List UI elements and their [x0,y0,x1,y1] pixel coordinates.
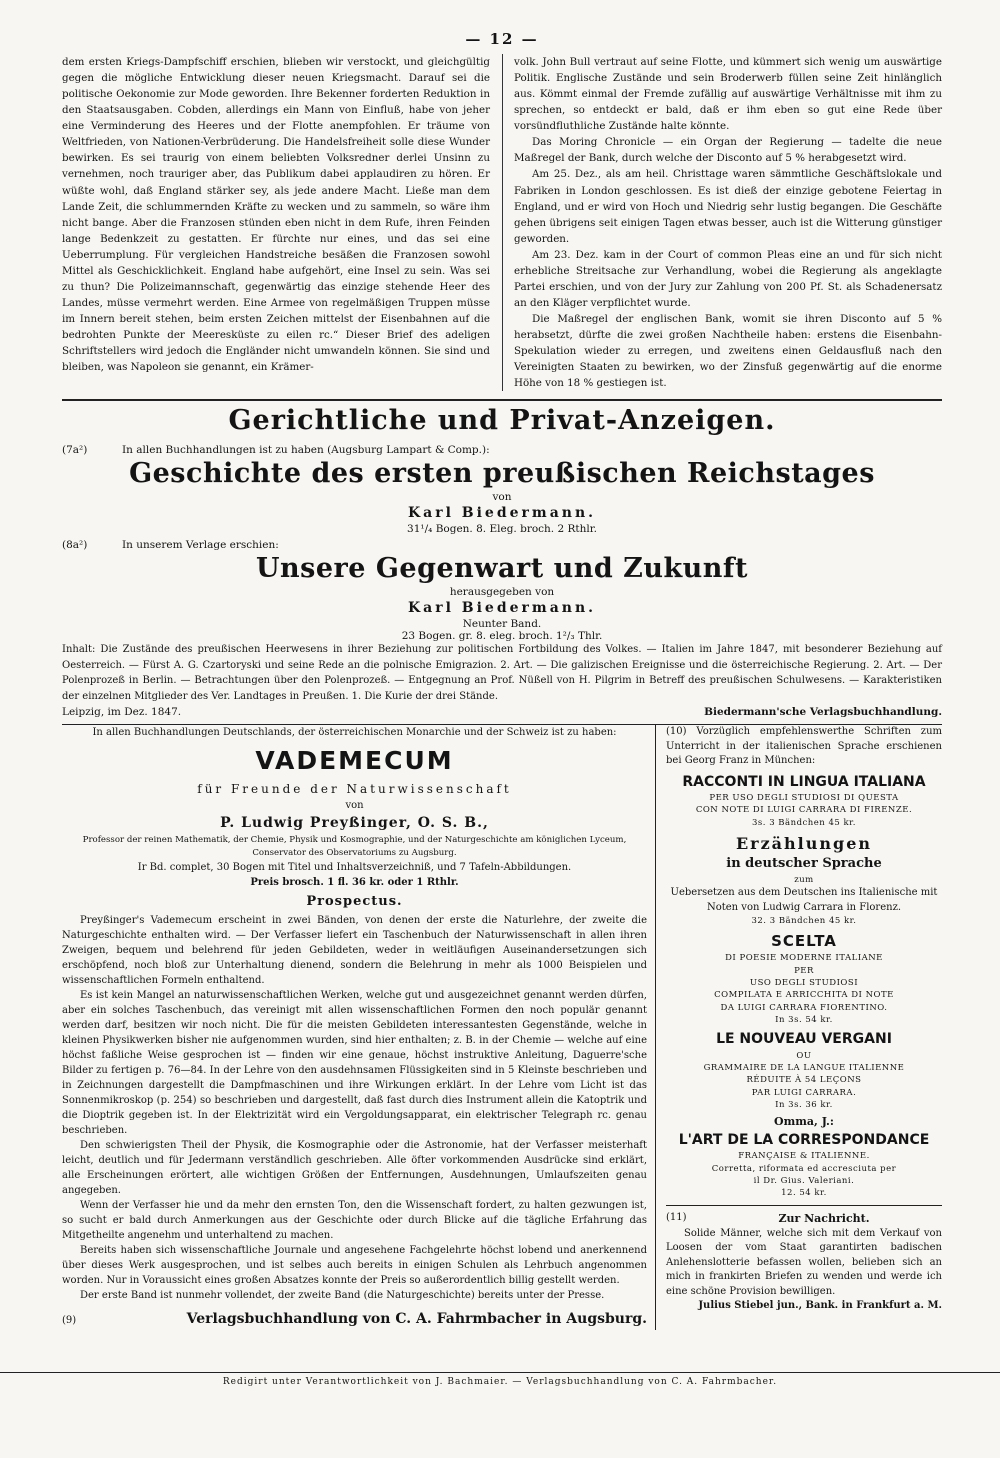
newspaper-page [62,30,942,1430]
ad-author-description: Professor der reinen Mathematik, der Chemie, Physik und Kosmographie, und der Naturgeschichte am königlichen Lyceum, Conservator des Observatoriums zu Augsburg. [82,834,627,858]
ad-publisher: Biedermann'sche Verlagsbuchhandlung. [704,706,942,719]
ad-intro-line [62,539,942,551]
ad-number: (8a²) [62,539,88,552]
ad-intro: In allen Buchhandlungen Deutschlands, der österreichischen Monarchie und der Schweiz ist zu haben: [92,727,617,739]
ad-volume-line: Ir Bd. complet, 30 Bogen mit Titel und Inhaltsverzeichniß, und 7 Tafeln-Abbildungen. [137,861,572,873]
ad-heading: Zur Nachricht. [778,1211,870,1225]
ad-heading-line [666,1211,942,1227]
ad-editor-line: herausgegeben von [449,586,555,599]
book-subtitle: OU [796,1050,812,1061]
right-column [514,54,942,391]
ad-von: von [345,799,364,811]
page-number: — 12 — [465,30,539,48]
book-scelta [666,931,942,1027]
book-title: RACCONTI IN LINGUA ITALIANA [682,773,926,790]
right-column-paragraph: Am 23. Dez. kam in der Court of common Pleas eine an und für sich nicht erhebliche Streitsache zur Verhandlung, wobei die Regierung als angeklagte Partei erschien, und von der Jury zur Zahlung von 200 Pf. St. als Schadenersatz an den Kläger verpflichtet wurde. [514,248,942,309]
ad-author: Karl Biedermann. [407,600,597,617]
ad-intro: (10) Vorzüglich empfehlenswerthe Schriften zum Unterricht in der italienischen Sprache erschienen bei Georg Franz in München: [666,726,942,767]
ad-subtitle: für Freunde der Naturwissenschaft [197,781,512,796]
advertisement-vademecum [62,725,656,1330]
book-price: In 3s. 36 kr. [775,1099,833,1110]
page-footer: Redigirt unter Verantwortlichkeit von J. Bachmaier. — Verlagsbuchhandlung von C. A. Fahrmbacher. [0,1372,1000,1387]
book-subtitle: il Dr. Gius. Valeriani. [753,1176,855,1187]
book-subtitle: FRANÇAISE & ITALIENNE. [738,1151,870,1162]
right-column-paragraph: Die Maßregel der englischen Bank, womit sie ihren Disconto auf 5 % herabsetzt, dürfte die zwei großen Nachtheile haben: erstens die Eisenbahn-Spekulation wieder zu erregen, und zweitens einen Geldausfluß nach den Vereinigten Staaten zu bewirken, wo der Zinsfuß gegenwärtig auf die enorme Höhe von 18 % gestiegen ist. [514,313,942,390]
ad-von: von [492,491,512,504]
prospectus-paragraph: Wenn der Verfasser hie und da mehr den ernsten Ton, den die Wissenschaft fordert, zu halten gezwungen ist, so sucht er bald durch Anmerkungen aus der Geschichte oder durch Blicke auf die tägliche Erfahrung das Mitgetheilte angenehm und unterhaltend zu machen. [62,1200,647,1242]
section-rule [62,399,942,401]
ad-footer-line [62,706,942,718]
left-column-paragraph: dem ersten Kriegs-Dampfschiff erschien, blieben wir verstockt, und gleichgültig gegen die mögliche Entwicklung dieser neuen Kriegsmacht. Darauf sei die politische Oekonomie zur Mode geworden. Ihre Bekenner forderten Reduktion in den Staatsausgaben. Cobden, allerdings ein Mann von Einfluß, habe von jeher eine Verminderung des Heeres und der Flotte anempfohlen. Er träume von Weltfrieden, von Nationen-Verbrüderung. Die Handelsfreiheit solle diese Wunder bewirken. Es sei traurig von einem beliebten Volksredner derlei Unsinn zu vernehmen, noch trauriger aber, das Publikum dabei applaudiren zu hören. Er wüßte wohl, daß England stärker sey, als jede andere Macht. Ließe man dem Lande Zeit, die schlummernden Kräfte zu wecken und zu sammeln, so wäre ihm nicht bange. Aber die Franzosen stünden eben nicht in dem Rufe, ihren Feinden lange Bedenkzeit zu gestatten. Er fürchte nur eines, und das sei eine Ueberrumplung. Für vergleichen Handstreiche besäßen die Franzosen sowohl Mittel als Geschicklichkeit. England habe aufgehört, eine Insel zu sein. Was sei zu thun? Die Polizeimannschaft, gegenwärtig das einzige stehende Heer des Landes, müsse vermehrt werden. Eine Armee von regelmäßigen Truppen müsse im Innern bereit stehen, beim ersten Zeichen mittelst der Eisenbahnen auf die bedrohten Punkte der Meeresküste zu eilen rc.“ Dieser Brief des adeligen Schriftstellers wird jedoch die Engländer nicht umwandeln können. Sie sind und bleiben, was Napoleon sie genannt, ein Krämer- [62,56,490,374]
prospectus-paragraph: Es ist kein Mangel an naturwissenschaftlichen Werken, welche gut und ausgezeichnet genannt werden dürfen, aber ein solches Taschenbuch, das vereinigt mit allen wissenschaftlichen Formen den noch populär genannt werden darf, besitzen wir noch nicht. Die für die meisten Gebildeten interessantesten Gegenstände, welche in kleinen Physikwerken bisher nie aufgenommen wurden, sind hier enthalten; z. B. in der Chemie — welche auf eine höchst faßliche Weise gesprochen ist — finden wir eine genaue, höchst instruktive Anleitung, Daguerre'sche Bilder zu fertigen p. 76—84. In der Lehre von den ausdehnsamen Flüssigkeiten sind in 5 Kleinste beschrieben und in Zeichnungen dargestellt die Dampfmaschinen und ihre Wirkungen erklärt. In der Lehre vom Licht ist das Sonnenmikroskop (p. 254) so beschrieben und dargestellt, daß fast durch dies Instrument allein die Katoptrik und die Dioptrik gegeben ist. In der Elektrizität wird ein Vergoldungsapparat, ein elektrischer Telegraph rc. genau beschrieben. [62,990,647,1137]
prospectus-paragraph: Den schwierigsten Theil der Physik, die Kosmographie oder die Astronomie, hat der Verfasser meisterhaft leicht, deutlich und für Jedermann verständlich geschrieben. Alle öfter vorkommenden Ausdrücke sind erklärt, alle Erscheinungen erörtert, alle wichtigen Größen der Entfernungen, Ausdehnungen, Umlaufszeiten genau angegeben. [62,1140,647,1197]
ad-divider [666,1205,942,1206]
book-subtitle: Corretta, riformata ed accresciuta per [711,1163,897,1174]
book-subtitle: GRAMMAIRE DE LA LANGUE ITALIENNE [703,1062,905,1073]
book-title: LE NOUVEAU VERGANI [716,1031,892,1048]
book-author: Omma, J.: [774,1115,834,1129]
book-price: 12. 54 kr. [781,1188,827,1199]
book-price: In 3s. 54 kr. [775,1015,833,1026]
book-title: SCELTA [771,931,837,950]
left-column [62,54,490,391]
advertisement-reichstag [62,444,942,535]
ad-author: P. Ludwig Preyßinger, O. S. B., [220,814,489,831]
right-ads-column [656,725,942,1330]
right-column-paragraph: Am 25. Dez., als am heil. Christtage waren sämmtliche Geschäftslokale und Fabriken in London geschlossen. Es ist dieß der einzige gebotene Feiertag in England, und er wird von Hoch und Niedrig sehr lustig begangen. Die Geschäfte gehen übrigens seit einigen Tagen etwas besser, auch ist die Witterung günstiger geworden. [514,168,942,245]
book-subtitle: COMPILATA E ARRICCHITA DI NOTE [714,990,894,1001]
right-column-paragraph: volk. John Bull vertraut auf seine Flotte, und kümmert sich wenig um auswärtige Politik. Englische Zustände und sein Broderwerb füllen seine Zeit hinlänglich aus. Kömmt einmal der Fremde zufällig auf auswärtige Verhältnisse mit ihm zu sprechen, so entdeckt er bald, daß er ihm eben so gut eine Rede über vorsündfluthliche Zustände halte könnte. [514,56,942,133]
book-erzaehlungen [666,832,942,928]
book-title: L'ART DE LA CORRESPONDANCE [678,1132,930,1149]
ad-volume: Neunter Band. [462,618,542,631]
book-racconti [666,772,942,829]
book-price: 3s. 3 Bändchen 45 kr. [752,817,856,828]
prospectus-paragraph: Der erste Band ist nunmehr vollendet, der zweite Band (die Naturgeschichte) bereits unter der Presse. [80,1290,605,1302]
ad-signature: Julius Stiebel jun., Bank. in Frankfurt a. M. [698,1300,942,1312]
book-subtitle: zum [794,875,814,886]
book-vergani [666,1029,942,1111]
book-description: Uebersetzen aus dem Deutschen ins Italienische mit Noten von Ludwig Carrara in Florenz. [670,887,938,913]
book-subtitle: USO DEGLI STUDIOSI [749,978,859,989]
ad-book-title: Unsere Gegenwart und Zukunft [255,553,749,585]
book-price: 32. 3 Bändchen 45 kr. [751,916,857,927]
ad-contents: Inhalt: Die Zustände des preußischen Heerwesens in ihrer Beziehung zur politischen Fortbildung des Volkes. — Italien im Jahre 1847, mit besonderer Beziehung auf Oesterreich. — Fürst A. G. Czartoryski und seine Rede an die polnische Emigrazion. 2. Art. — Die galizischen Ereignisse und die österreichische Regierung. 2. Art. — Der Polenprozeß in Berlin. — Betrachtungen über den Polenprozeß. — Entgegnung an Prof. Nüßell von H. Pilgrim in Betreff des preußischen Schulwesens. — Karakteristiken der einzelnen Mitglieder des Ver. Landtages in Preußen. 1. Die Kurie der drei Stände. [62,644,942,702]
ad-author: Karl Biedermann. [407,505,597,522]
ad-text: Solide Männer, welche sich mit dem Verkauf von Loosen der vom Staat garantirten badischen Anlehenslotterie befassen wollen, belieben sich an mich in frankirten Briefen zu wenden und werde ich eine schöne Provision bewilligen. [666,1227,942,1297]
book-title: in deutscher Sprache [726,856,882,872]
ad-place-date: Leipzig, im Dez. 1847. [62,706,182,719]
ad-details: 31¹/₄ Bogen. 8. Eleg. broch. 2 Rthlr. [407,523,597,536]
book-title: Erzählungen [735,834,873,854]
ad-number: (7a²) [62,444,88,457]
ad-price: Preis brosch. 1 fl. 36 kr. oder 1 Rthlr. [250,876,459,888]
book-subtitle: PER USO DEGLI STUDIOSI DI QUESTA [709,793,899,804]
lower-ads [62,724,942,1330]
column-divider [502,54,503,391]
ad-publisher-line [62,1309,647,1330]
book-subtitle: DA LUIGI CARRARA FIORENTINO. [720,1002,888,1013]
advertisement-nachricht [666,1211,942,1314]
ad-book-title: Geschichte des ersten preußischen Reichstages [129,458,875,490]
ad-intro: In allen Buchhandlungen ist zu haben (Augsburg Lampart & Comp.): [122,444,490,457]
ad-intro-line [62,444,942,456]
book-subtitle: DI POESIE MODERNE ITALIANE [725,953,883,964]
ad-book-title: VADEMECUM [255,746,454,776]
book-subtitle: RÉDUITE À 54 LEÇONS [746,1075,862,1086]
ad-number: (11) [666,1211,687,1223]
book-subtitle: PAR LUIGI CARRARA. [751,1087,857,1098]
ad-intro: In unserem Verlage erschien: [122,539,279,552]
right-column-paragraph: Das Moring Chronicle — ein Organ der Regierung — tadelte die neue Maßregel der Bank, durch welche der Disconto auf 5 % herabgesetzt wird. [514,136,942,165]
prospectus-paragraph: Preyßinger's Vademecum erscheint in zwei Bänden, von denen der erste die Naturlehre, der zweite die Naturgeschichte enthalten wird. — Der Verfasser liefert ein Taschenbuch der Naturwissenschaft in allen ihren Zweigen, bequem und belehrend für jeden Gebildeten, weder in weitläufigen Auseinandersetzungen sich erschöpfend, noch bloß zur Unterhaltung dienend, sondern die Belehrung in mehr als 1000 Beispielen und wissenschaftlichen Formeln enthaltend. [62,915,647,987]
article-columns [62,54,942,391]
book-subtitle: PER [794,965,814,976]
ad-publisher: Verlagsbuchhandlung von C. A. Fahrmbacher in Augsburg. [186,1311,647,1328]
ad-prospectus-heading: Prospectus. [306,893,403,909]
prospectus-paragraph: Bereits haben sich wissenschaftliche Journale und angesehene Fachgelehrte höchst lobend und anerkennend über dieses Werk ausgesprochen, und ist selbes auch bereits in einigen Schulen als Lehrbuch angenommen worden. Nur in Voraussicht eines großen Absatzes konnte der Preis so außerordentlich billig gestellt werden. [62,1245,647,1287]
advertisement-italian-books [666,725,942,1199]
advertisement-gegenwart [62,539,942,718]
book-subtitle: CON NOTE DI LUIGI CARRARA DI FIRENZE. [695,805,913,816]
book-correspondance [666,1114,942,1199]
section-heading: Gerichtliche und Privat-Anzeigen. [228,405,776,437]
ad-details: 23 Bogen. gr. 8. eleg. broch. 1²/₃ Thlr. [401,630,603,643]
ad-number: (9) [62,1315,77,1327]
